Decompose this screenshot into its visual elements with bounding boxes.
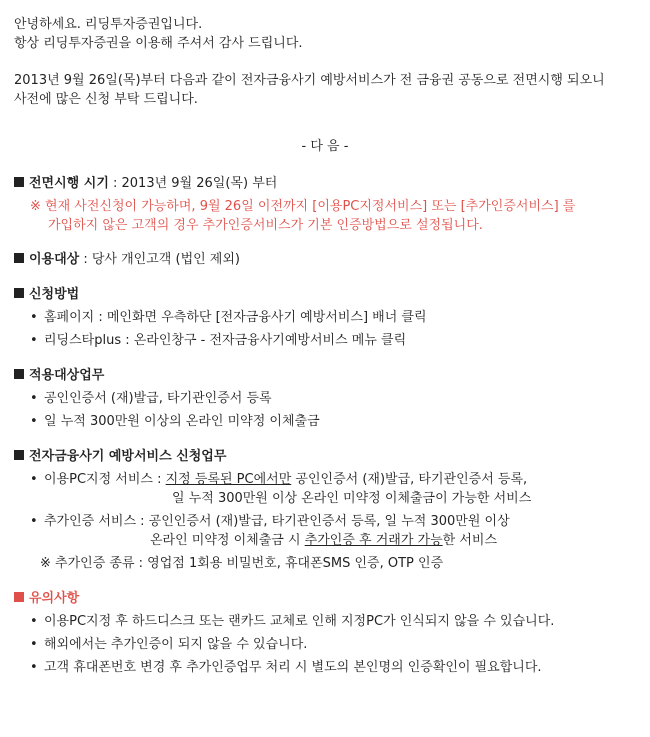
bullet-icon: • xyxy=(30,614,38,629)
list-item: • 해외에서는 추가인증이 되지 않을 수 있습니다. xyxy=(30,637,308,652)
square-bullet-icon xyxy=(14,592,24,602)
list-item: • 리딩스타plus : 온라인창구 - 전자금융사기예방서비스 메뉴 클릭 xyxy=(30,333,407,348)
pc-highlight: 지정 등록된 PC에서만 xyxy=(165,472,292,487)
section-apply xyxy=(14,286,79,304)
service-auth-line2: 온라인 미약정 이체출금 시 추가인증 후 거래가 가능한 서비스 xyxy=(150,533,498,548)
start-note-line1: ※ 현재 사전신청이 가능하며, 9월 26일 이전까지 [이용PC지정서비스] 또는 [추가인증서비스] 를 xyxy=(30,199,576,214)
list-item: • 이용PC지정 후 하드디스크 또는 랜카드 교체로 인해 지정PC가 인식되지 않을 수 있습니다. xyxy=(30,614,555,629)
start-note-line2: 가입하지 않은 고객의 경우 추가인증서비스가 기본 인증방법으로 설정됩니다. xyxy=(48,218,483,233)
bullet-icon: • xyxy=(30,637,38,652)
list-item: • 홈페이지 : 메인화면 우측하단 [전자금융사기 예방서비스] 배너 클릭 xyxy=(30,310,427,325)
auth-highlight: 추가인증 후 거래가 가능 xyxy=(304,533,443,548)
bullet-icon: • xyxy=(30,414,38,429)
square-bullet-icon xyxy=(14,288,24,298)
bullet-icon: • xyxy=(30,514,38,529)
section-tasks xyxy=(14,367,104,385)
section-heading: 유의사항 xyxy=(29,591,80,606)
section-heading: 신청방법 xyxy=(29,287,80,302)
bullet-icon: • xyxy=(30,660,38,675)
section-value: : 당사 개인고객 (법인 제외) xyxy=(79,252,240,267)
intro-thanks: 항상 리딩투자증권을 이용해 주셔서 감사 드립니다. xyxy=(14,36,303,51)
section-heading: 전면시행 시기 xyxy=(29,176,109,191)
section-heading: 적용대상업무 xyxy=(29,368,105,383)
intro-request: 사전에 많은 신청 부탁 드립니다. xyxy=(14,92,198,107)
service-pc-line2: 일 누적 300만원 이상 온라인 미약정 이체출금이 가능한 서비스 xyxy=(172,491,532,506)
square-bullet-icon xyxy=(14,177,24,187)
intro-greeting: 안녕하세요. 리딩투자증권입니다. xyxy=(14,17,203,32)
service-pc-line1: • 이용PC지정 서비스 : 지정 등록된 PC에서만 공인인증서 (재)발급, 타기관인증서 등록, xyxy=(30,472,528,487)
square-bullet-icon xyxy=(14,253,24,263)
divider-title: - 다 음 - xyxy=(301,139,349,154)
bullet-icon: • xyxy=(30,472,38,487)
section-service xyxy=(14,448,226,466)
list-item: • 공인인증서 (재)발급, 타기관인증서 등록 xyxy=(30,391,272,406)
bullet-icon: • xyxy=(30,391,38,406)
section-heading: 전자금융사기 예방서비스 신청업무 xyxy=(29,449,227,464)
section-value: : 2013년 9월 26일(목) 부터 xyxy=(108,176,278,191)
section-start xyxy=(14,175,277,193)
service-auth-line1: • 추가인증 서비스 : 공인인증서 (재)발급, 타기관인증서 등록, 일 누적 300만원 이상 xyxy=(30,514,510,529)
section-target xyxy=(14,251,240,269)
square-bullet-icon xyxy=(14,450,24,460)
list-item: • 일 누적 300만원 이상의 온라인 미약정 이체출금 xyxy=(30,414,320,429)
section-heading: 이용대상 xyxy=(29,252,80,267)
bullet-icon: • xyxy=(30,333,38,348)
square-bullet-icon xyxy=(14,369,24,379)
bullet-icon: • xyxy=(30,310,38,325)
section-caution xyxy=(14,590,79,608)
auth-types-note: ※ 추가인증 종류 : 영업점 1회용 비밀번호, 휴대폰SMS 인증, OTP 인증 xyxy=(40,556,444,571)
intro-announcement: 2013년 9월 26일(목)부터 다음과 같이 전자금융사기 예방서비스가 전 금융권 공동으로 전면시행 되오니 xyxy=(14,73,605,88)
list-item: • 고객 휴대폰번호 변경 후 추가인증업무 처리 시 별도의 본인명의 인증확인이 필요합니다. xyxy=(30,660,542,675)
